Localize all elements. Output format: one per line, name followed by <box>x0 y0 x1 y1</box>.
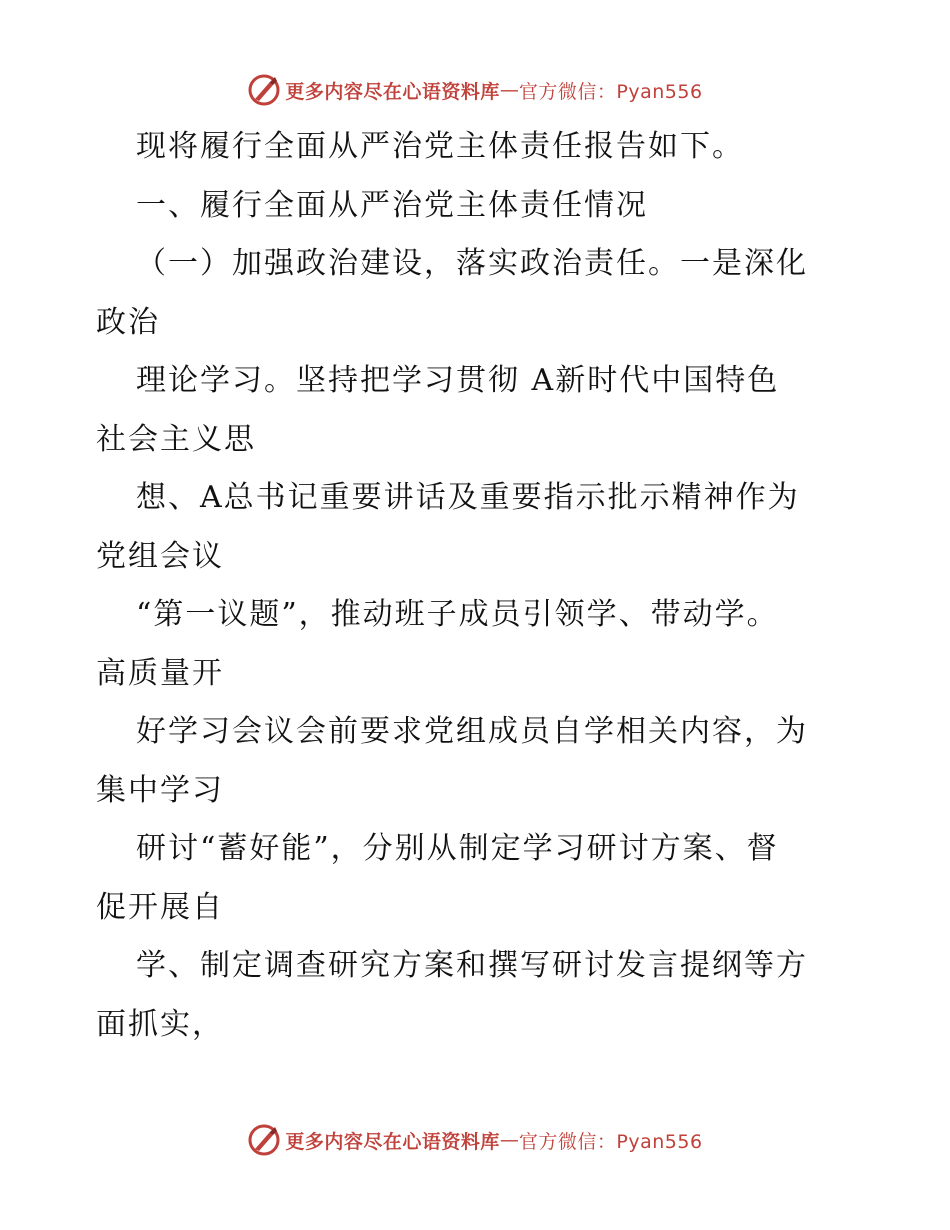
text-line: 面抓实， <box>96 1006 224 1042</box>
banner-text-account: 官方微信：Pyan556 <box>518 1130 703 1153</box>
banner-text-main: 更多内容尽在心语资料库 <box>285 80 500 103</box>
header-banner <box>0 70 950 110</box>
text-line: 高质量开 <box>96 655 224 691</box>
document-body <box>96 118 856 1054</box>
banner-text-main: 更多内容尽在心语资料库 <box>285 1130 500 1153</box>
text-line: “第一议题”，推动班子成员引领学、带动学。 <box>136 597 779 632</box>
text-line: （一）加强政治建设，落实政治责任。一是深化 <box>136 246 808 281</box>
banner-text-account: 官方微信：Pyan556 <box>518 80 703 103</box>
text-line: 好学习会议会前要求党组成员自学相关内容，为 <box>136 714 808 749</box>
text-line: 现将履行全面从严治党主体责任报告如下。 <box>136 129 744 164</box>
text-line: 社会主义思 <box>96 421 256 457</box>
quill-pen-logo-icon <box>247 73 281 107</box>
quill-pen-logo-icon <box>247 1123 281 1157</box>
footer-banner <box>0 1120 950 1160</box>
text-line: 研讨“蓄好能”，分别从制定学习研讨方案、督 <box>136 831 779 866</box>
text-line: 理论学习。坚持把学习贯彻 A新时代中国特色 <box>136 363 780 398</box>
banner-dash: — <box>499 79 519 101</box>
banner-dash: — <box>499 1129 519 1151</box>
text-line: 集中学习 <box>96 772 224 808</box>
text-line: 促开展自 <box>96 889 224 925</box>
text-line: 学、制定调查研究方案和撰写研讨发言提纲等方 <box>136 948 808 983</box>
text-line: 党组会议 <box>96 538 224 574</box>
text-line: 政治 <box>96 304 160 340</box>
text-line: 想、A总书记重要讲话及重要指示批示精神作为 <box>136 480 800 515</box>
text-line: 一、履行全面从严治党主体责任情况 <box>136 187 648 223</box>
